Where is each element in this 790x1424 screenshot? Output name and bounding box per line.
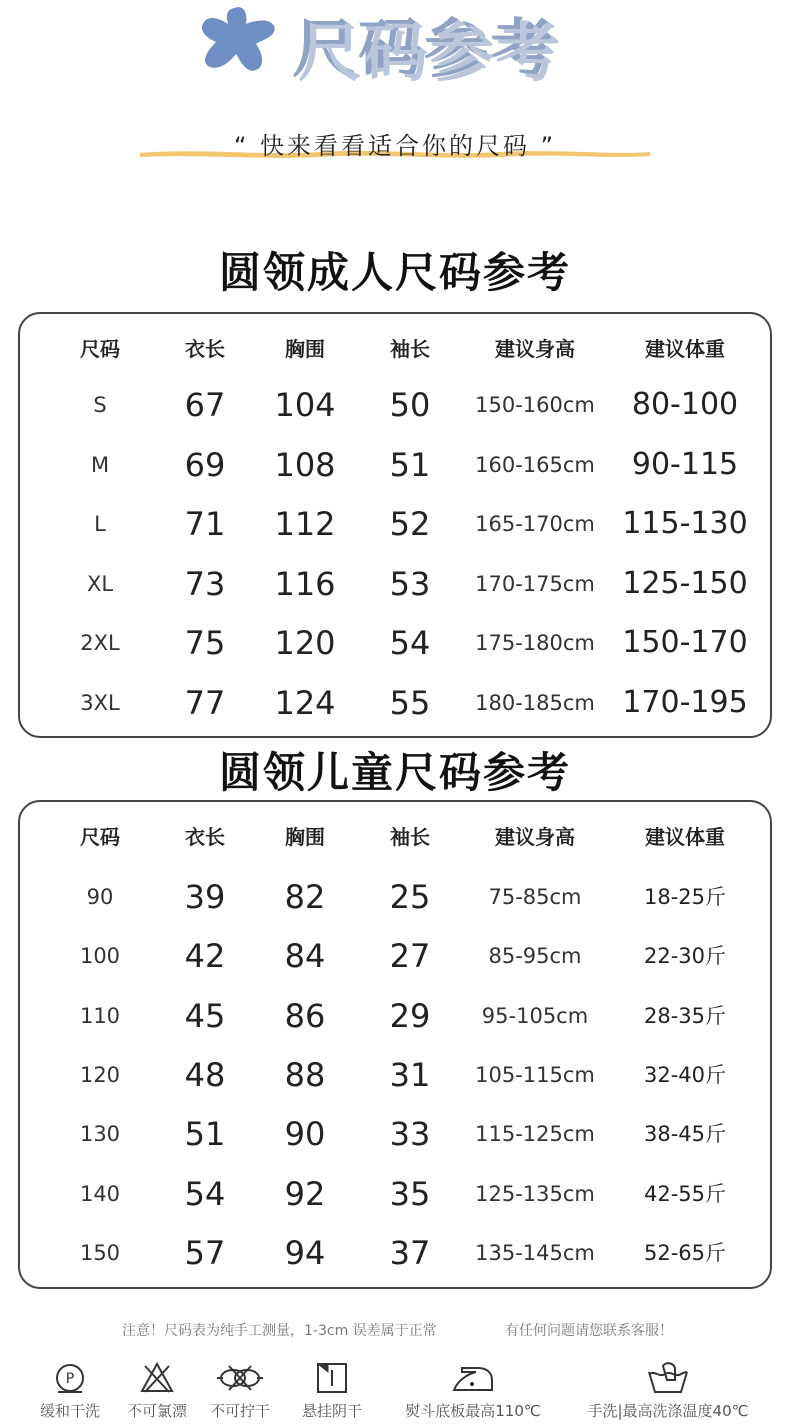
column-header: 尺码 [80,825,120,849]
table-cell: 140 [79,1181,121,1206]
adult-section-title: 圆领成人尺码参考 [218,248,571,297]
star-icon [196,4,286,74]
table-cell: L [94,512,106,536]
column-header: 衣长 [185,825,225,849]
table-cell: 42-55斤 [643,1181,727,1206]
table-cell: 112 [274,505,336,543]
table-row [20,1050,774,1100]
table-cell: 120 [274,624,336,662]
table-cell: 75 [184,624,226,662]
table-cell: 31 [389,1055,431,1094]
table-cell: 90-115 [631,446,739,482]
table-cell: M [90,452,110,477]
table-row [20,1169,774,1219]
kids-size-table [18,800,772,1289]
svg-text:P: P [65,1371,75,1387]
hand-wash-icon [645,1360,691,1396]
table-cell: 124 [274,683,336,722]
care-label: 不可拧干 [209,1402,270,1420]
table-cell: 67 [184,386,226,424]
table-row [20,559,774,609]
table-cell: 88 [284,1055,326,1094]
table-cell: 110 [79,1003,121,1028]
table-cell: 90 [284,1115,326,1154]
column-header: 尺码 [80,337,120,361]
table-cell: 135-145cm [475,1240,595,1265]
table-cell: 180-185cm [475,690,595,715]
table-cell: 3XL [80,690,120,715]
table-cell: 35 [389,1174,431,1213]
table-cell: 51 [389,445,431,484]
table-cell: 95-105cm [481,1003,589,1028]
table-cell: 48 [184,1055,226,1094]
no-bleach-icon [139,1360,175,1396]
table-cell: 75-85cm [488,885,582,909]
iron-icon [448,1360,498,1396]
column-header: 袖长 [390,825,430,849]
table-cell: 115-125cm [475,1122,595,1147]
care-label: 手洗|最高洗涤温度40℃ [587,1402,749,1420]
care-item [578,1360,758,1421]
column-header: 衣长 [185,337,225,361]
table-cell: 57 [184,1233,226,1272]
table-row [20,872,774,922]
care-label: 缓和干洗 [39,1402,100,1420]
table-row [20,1109,774,1159]
care-label: 悬挂阴干 [301,1402,362,1420]
table-cell: 150-160cm [475,393,595,417]
care-item [117,1360,197,1421]
table-cell: 115-130 [622,506,748,541]
table-cell: 45 [184,996,226,1035]
table-cell: 55 [389,683,431,722]
table-row [20,618,774,668]
table-cell: 92 [284,1174,326,1213]
table-cell: 37 [389,1233,431,1272]
care-item [200,1360,280,1421]
column-header: 建议体重 [645,337,725,361]
table-cell: 42 [184,937,226,976]
table-cell: 27 [389,937,431,976]
table-cell: 39 [184,878,226,916]
table-cell: 52-65斤 [643,1240,727,1265]
table-cell: 105-115cm [475,1062,595,1087]
table-cell: 86 [284,996,326,1035]
table-cell: 165-170cm [475,512,595,536]
care-item [398,1360,548,1421]
page-title: 尺码参考 [298,17,562,91]
table-cell: 160-165cm [475,452,595,477]
contact-note: 有任何问题请您联系客服！ [505,1323,673,1339]
table-cell: 29 [389,996,431,1035]
table-cell: 94 [284,1233,326,1272]
table-header-row [20,812,774,862]
care-label: 不可氯漂 [126,1402,187,1420]
table-cell: 25 [389,878,431,916]
gentle-dry-clean-icon [52,1360,88,1396]
table-cell: 2XL [80,631,120,655]
table-cell: 28-35斤 [643,1003,727,1028]
table-cell: 50 [389,386,431,424]
hang-dry-shade-icon [314,1360,350,1396]
column-header: 胸围 [285,825,325,849]
table-cell: 52 [389,505,431,543]
table-cell: 51 [184,1115,226,1154]
table-cell: 120 [79,1062,121,1087]
care-label: 熨斗底板最高110℃ [405,1402,541,1420]
no-wring-icon [215,1360,265,1396]
table-cell: 38-45斤 [643,1122,727,1147]
table-cell: 22-30斤 [643,944,727,969]
table-row [20,499,774,549]
header-banner [0,0,790,110]
table-cell: 54 [184,1174,226,1213]
table-cell: 33 [389,1115,431,1154]
adult-size-table [18,312,772,738]
table-cell: 170-195 [622,684,748,720]
table-row [20,380,774,430]
table-cell: 32-40斤 [643,1062,727,1087]
table-cell: 71 [184,505,226,543]
table-row [20,931,774,981]
subtitle: “ 快来看看适合你的尺码 ” [233,132,557,160]
table-cell: 90 [86,885,114,909]
table-cell: 84 [284,937,326,976]
table-cell: 53 [389,564,431,603]
table-header-row [20,324,774,374]
table-cell: 85-95cm [488,944,582,969]
column-header: 建议身高 [495,337,575,361]
table-row [20,678,774,728]
table-cell: 54 [389,624,431,662]
table-cell: 80-100 [631,387,739,422]
column-header: 胸围 [285,337,325,361]
measurement-note: 注意！尺码表为纯手工测量，1-3cm 误差属于正常 [122,1323,437,1339]
table-cell: 150 [79,1240,121,1265]
table-cell: 100 [79,944,121,969]
care-item [30,1360,110,1421]
table-cell: 175-180cm [475,631,595,655]
table-cell: XL [86,571,114,596]
table-row [20,1228,774,1278]
table-cell: 130 [79,1122,121,1147]
table-cell: 125-150 [622,565,748,601]
table-cell: 77 [184,683,226,722]
table-cell: 82 [284,878,326,916]
table-cell: S [93,393,107,417]
table-cell: 73 [184,564,226,603]
column-header: 建议身高 [495,825,575,849]
kids-section-title: 圆领儿童尺码参考 [218,748,571,797]
table-row [20,440,774,490]
table-cell: 116 [274,564,336,603]
table-cell: 18-25斤 [643,885,727,909]
table-cell: 170-175cm [475,571,595,596]
subtitle-block [140,122,650,172]
table-cell: 150-170 [622,625,748,660]
table-cell: 125-135cm [475,1181,595,1206]
table-row [20,991,774,1041]
column-header: 建议体重 [645,825,725,849]
table-cell: 69 [184,445,226,484]
table-cell: 104 [274,386,336,424]
care-item [292,1360,372,1421]
column-header: 袖长 [390,337,430,361]
table-cell: 108 [274,445,336,484]
